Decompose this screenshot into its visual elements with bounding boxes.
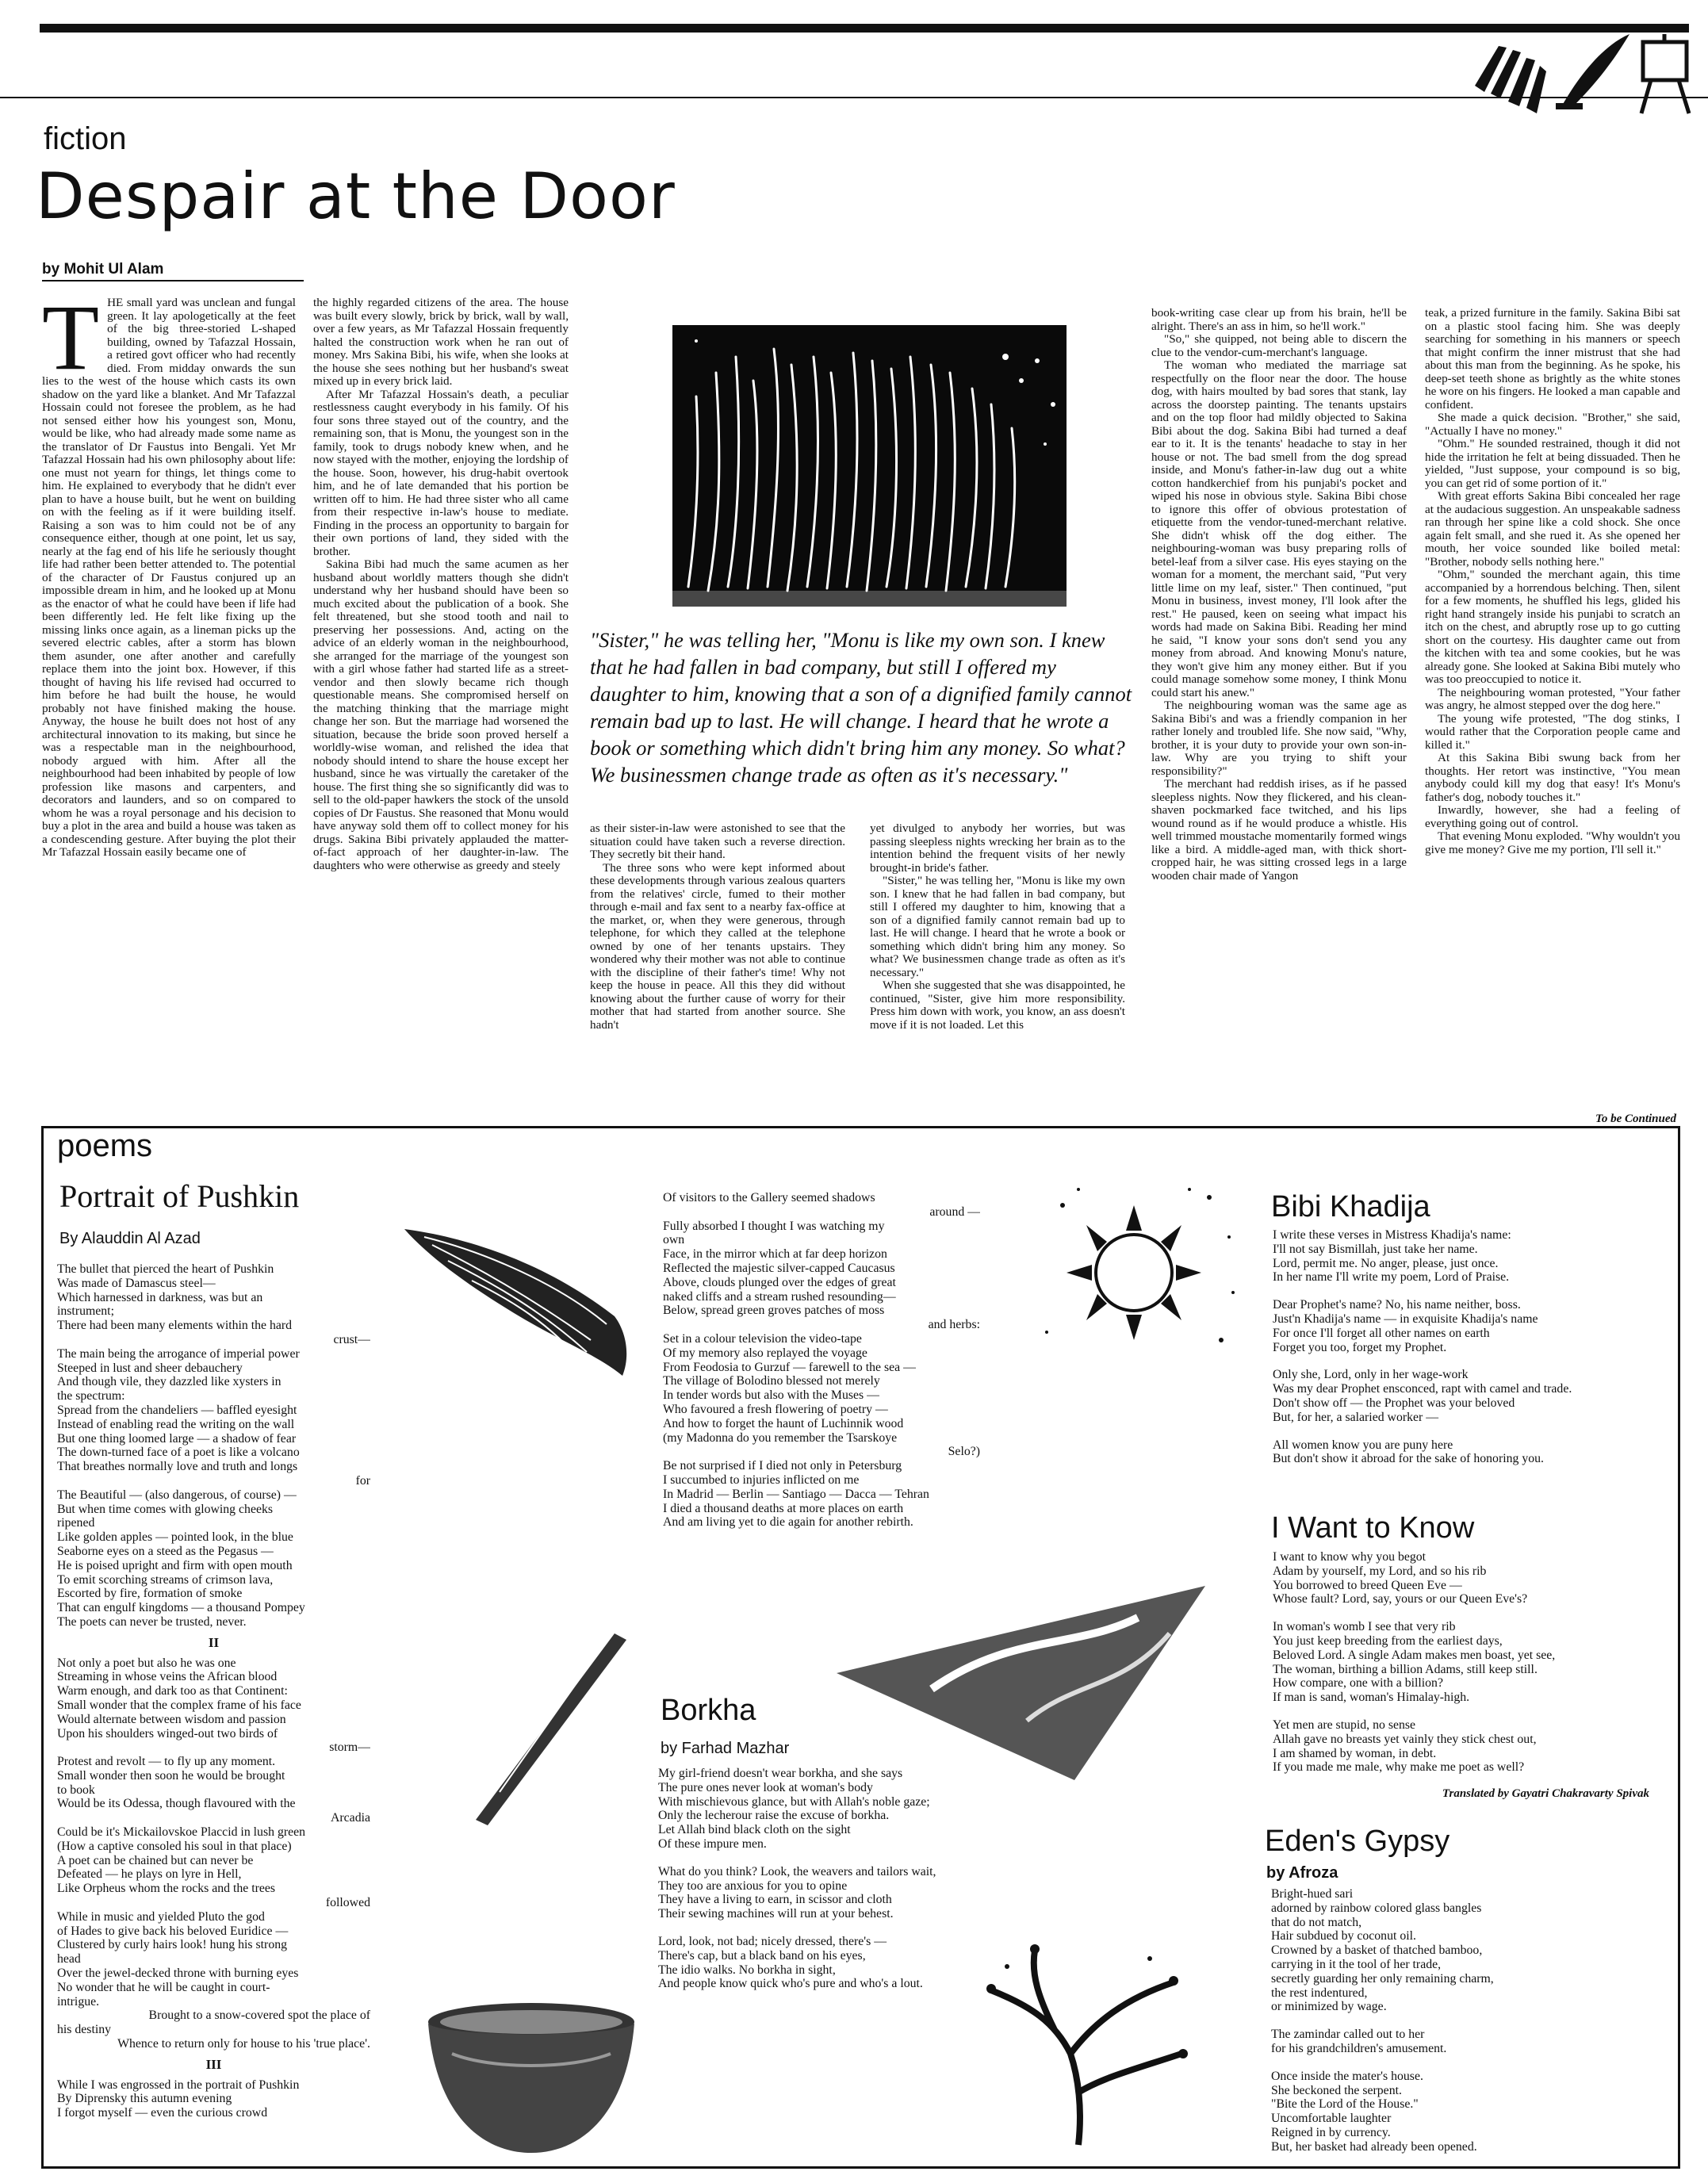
poem-line: The woman, birthing a billion Adams, still keep still. xyxy=(1273,1662,1538,1676)
story-paragraph: After Mr Tafazzal Hossain's death, a peculiar restlessness caught everybody in his family. Of his four sons three stayed out of the country, and the remaining son, that is Monu, the youngest son in the family, took to drugs nobody knew when, and he now stayed with the mother, enjoying the lordship of the house. Soon, however, his drug-habit overtook him, and he of late demanded that his portion be written off to him. He had three sister who all came from their respective in-law's house to mediate. Finding in the process an opportunity to bargain for their own portions of land, they sided with the brother. xyxy=(313,387,569,558)
poem-line: No wonder that he will be caught in court- xyxy=(57,1980,270,1994)
story-paragraph: With great efforts Sakina Bibi concealed her rage at the audacious suggestion. An unspeakable sadness ran through her spine like a cold shock. She once again felt small, and she rued it. As she opened her mouth, her voice sounded like boiled metal: "Brother, nobody sells nothing here." xyxy=(1425,489,1680,569)
poem-line: While in music and yielded Pluto the god xyxy=(57,1909,265,1924)
poem-line: But, her basket had already been opened. xyxy=(1271,2139,1477,2154)
poem-line: Upon his shoulders winged-out two birds of xyxy=(57,1726,278,1741)
poem-line: My girl-friend doesn't wear borkha, and she says xyxy=(658,1767,903,1780)
poem-title-want-to-know: I Want to Know xyxy=(1271,1511,1475,1545)
poem-line: (How a captive consoled his soul in that place) xyxy=(57,1839,292,1853)
story-paragraph: The neighbouring woman protested, "Your father was angry, he almost stepped over the dog here." xyxy=(1425,685,1680,712)
poem-line: Whence to return only for house to his 'true place'. xyxy=(117,2037,370,2051)
wing-illustration xyxy=(400,1221,638,1380)
poem-line: the rest indentured, xyxy=(1271,1986,1368,2000)
poem-line: and herbs: xyxy=(928,1318,980,1332)
story-byline: by Mohit Ul Alam xyxy=(42,261,164,278)
story-paragraph: When she suggested that she was disappointed, he continued, "Sister, give him more responsibility. Press him down with work, you know, an ass doesn't move if it is not loaded. Let this xyxy=(870,978,1125,1032)
poem-line: In woman's womb I see that very rib xyxy=(1273,1620,1456,1634)
poem-line: But when time comes with glowing cheeks xyxy=(57,1502,274,1516)
poem-line: Of my memory also replayed the voyage xyxy=(663,1346,867,1360)
poem-line: (my Madonna do you remember the Tsarskoye xyxy=(663,1430,898,1445)
poem-line: Streaming in whose veins the African blood xyxy=(57,1670,278,1684)
poem-line: Reigned in by currency. xyxy=(1271,2125,1391,2139)
poem-line: Whose fault? Lord, say, yours or our Queen Eve's? xyxy=(1273,1592,1528,1606)
stanza-break xyxy=(1271,2014,1668,2028)
poem-line: I died a thousand deaths at more places on earth xyxy=(663,1501,904,1515)
story-paragraph: as their sister-in-law were astonished to see that the situation could have taken such a reverse direction. They secretly bit their hand. xyxy=(590,822,845,861)
poem-line: I forgot myself — even the curious crowd xyxy=(57,2106,268,2120)
poems-label: poems xyxy=(57,1128,153,1163)
poem-line: secretly guarding her only remaining charm, xyxy=(1271,1971,1494,1986)
section-label: fiction xyxy=(44,121,127,156)
story-title: Despair at the Door xyxy=(36,159,676,233)
poem-title-khadija: Bibi Khadija xyxy=(1271,1190,1430,1224)
story-paragraph: teak, a prized furniture in the family. Sakina Bibi sat on a plastic stool facing him. She was deeply searching for something in his manners or speech that might confirm the inner mistrust that she had about this man from the beginning. As he spoke, his deep-set teeth shone as brightly as the white stones he wore on his fingers. He looked a man capable and confident. xyxy=(1425,307,1680,412)
easel-icon xyxy=(1641,34,1689,113)
story-paragraph: The young wife protested, "The dog stinks, I would rather that the Corporation people came and killed it." xyxy=(1425,711,1680,752)
story-paragraph: "So," she quipped, not being able to discern the clue to the vendor-cum-merchant's language. xyxy=(1151,332,1407,359)
poem-line: Once inside the mater's house. xyxy=(1271,2069,1423,2083)
feather-illustration xyxy=(460,1626,634,1832)
poem-line: They too are anxious for you to opine xyxy=(658,1878,848,1893)
poem-line: In her name I'll write my poem, Lord of Praise. xyxy=(1273,1270,1510,1285)
poem-line: Be not surprised if I died not only in Petersburg xyxy=(663,1459,902,1473)
poem-line: The pure ones never look at woman's body xyxy=(658,1780,873,1794)
poem-line: Escorted by fire, formation of smoke xyxy=(57,1587,243,1601)
poem-author-pushkin: By Alauddin Al Azad xyxy=(59,1230,201,1247)
poem-body-khadija xyxy=(1273,1228,1669,1482)
poem-line: And people know quick who's pure and who's a lout. xyxy=(658,1977,923,1991)
poem-line: If man is sand, woman's Himalay-high. xyxy=(1273,1691,1470,1705)
poem-line: of Hades to give back his beloved Euridice — xyxy=(57,1924,289,1938)
bowl-illustration xyxy=(420,1998,642,2161)
poem-line: Who favoured a fresh flowering of poetry — xyxy=(663,1402,888,1416)
poem-line: Hair subdued by coconut oil. xyxy=(1271,1929,1416,1943)
poem-line: Below, spread green groves patches of moss xyxy=(663,1304,885,1318)
poem-line: adorned by rainbow colored glass bangles xyxy=(1271,1901,1482,1915)
story-column-5 xyxy=(1151,307,1407,1132)
poem-line: Lord, look, not bad; nicely dressed, there's — xyxy=(658,1934,887,1948)
poem-line: Let Allah bind black cloth on the sight xyxy=(658,1823,851,1837)
poem-line: Defeated — he plays on lyre in Hell, xyxy=(57,1867,242,1882)
poem-line: From Feodosia to Gurzuf — farewell to the sea — xyxy=(663,1360,916,1374)
poem-line: All women know you are puny here xyxy=(1273,1438,1453,1452)
triangle-illustration xyxy=(837,1586,1209,1784)
poem-body-pushkin xyxy=(57,1262,370,2166)
poem-line: Don't show off — the Prophet was your beloved xyxy=(1273,1396,1515,1410)
story-paragraph: The woman who mediated the marriage sat respectfully on the floor near the door. The house dog, with hairs moulted by bad sores that stank, lay across the doorstep painting. The tenants upstairs and on the top floor had mildly objected to Sakina Bibi about the dog. Sakina Bibi had turned a deaf ear to it. It is the tenants' headache to stay in her house or not. The bad smell from the dog spread inside, and Monu's father-in-law dug out a white cotton handkerchief from his punjabi's pocket and wiped his nose in obvious style. Sakina Bibi chose to ignore this offer of obvious protestation of etiquette from the vendor-tuned-merchant relative. She didn't whisk off the dog either. The neighbouring-woman was busy preparing rolls of betel-leaf from a silver case. His eyes staying on the woman for a moment, the merchant said, "Put very little lime on my leaf, sister." Then continued, "put Monu in business, invest money, I'll look after the rest." He paused, keen on seeing what impact his words had made on Sakina Bibi. Reading her mind he said, "I know your sons don't send you any money from abroad. And knowing Monu's nature, they won't give him any money either. But if you could manage somehow some money, I think Monu could start his anew." xyxy=(1151,358,1407,699)
poem-line: own xyxy=(663,1233,685,1247)
poem-line: Above, clouds plunged over the edges of great xyxy=(663,1275,896,1289)
story-paragraph: That evening Monu exploded. "Why wouldn't you give me money? Give me my portion, I'll sell it." xyxy=(1425,829,1680,856)
story-illustration xyxy=(672,325,1067,607)
poem-line: Allah gave no breasts yet vainly they stick chest out, xyxy=(1273,1732,1537,1746)
story-paragraph: "Ohm." He sounded restrained, though it did not hide the irritation he felt at being dissuaded. Then he yielded, "Just suppose, your compound is so big, you can get rid of some portion of it." xyxy=(1425,437,1680,490)
poem-line: Of these impure men. xyxy=(658,1836,767,1851)
poem-line: Not only a poet but also he was one xyxy=(57,1656,236,1670)
poem-line: Uncomfortable laughter xyxy=(1271,2112,1392,2126)
story-paragraph: The merchant had reddish irises, as if he passed sleepless nights. Now they flickered, and his clean-shaven pockmarked face twitched, and his lips wound round as if he would produce a whistle. His well trimmed moustache momentarily formed wings like a bird. A middle-aged man, with thick short-cropped hair, he was sitting crossed legs in a large wooden chair made of Yangon xyxy=(1151,777,1407,883)
poem-line: While I was engrossed in the portrait of Pushkin xyxy=(57,2078,300,2092)
poem-line: Face, in the mirror which at far deep horizon xyxy=(663,1247,887,1262)
poem-line: Like Orpheus whom the rocks and the trees xyxy=(57,1882,276,1896)
drop-cap: T xyxy=(42,297,100,389)
poem-line: Small wonder then soon he would be brought xyxy=(57,1768,285,1783)
poem-line: ripened xyxy=(57,1516,95,1530)
poem-line: For once I'll forget all other names on earth xyxy=(1273,1326,1490,1340)
poem-line: Small wonder that the complex frame of his face xyxy=(57,1698,301,1712)
poem-line: Seaborne eyes on a steed as the Pegasus — xyxy=(57,1544,274,1558)
quill-icon xyxy=(1556,34,1629,109)
stanza-break xyxy=(658,1852,1031,1865)
poem-line: followed xyxy=(325,1896,370,1910)
poem-body-want-to-know xyxy=(1273,1550,1669,1804)
poem-line: I am shamed by woman, in debt. xyxy=(1273,1746,1437,1760)
poem-line: You just keep breeding from the earliest days, xyxy=(1273,1633,1503,1648)
poem-line: She beckoned the serpent. xyxy=(1271,2083,1402,2097)
poem-line: The Beautiful — (also dangerous, of course) — xyxy=(57,1488,297,1502)
poem-line: And though vile, they dazzled like xysters in xyxy=(57,1375,281,1389)
to-be-continued: To be Continued xyxy=(1595,1112,1676,1125)
story-paragraph: yet divulged to anybody her worries, but was passing sleepless nights wrecking her brain as to the intention behind the frequent visits of her newly brought-in bride's father. xyxy=(870,822,1125,875)
poem-line: And how to forget the haunt of Luchinnik wood xyxy=(663,1416,904,1430)
poem-line: Warm enough, and dark too as that Continent: xyxy=(57,1684,288,1698)
poem-author-borkha: by Farhad Mazhar xyxy=(661,1740,790,1757)
poem-body-eden xyxy=(1271,1887,1668,2165)
poem-line: Bright-hued sari xyxy=(1271,1887,1354,1901)
poem-line: They have a living to earn, in scissor and cloth xyxy=(658,1893,892,1907)
story-paragraph: "Sister," he was telling her, "Monu is like my own son. I knew that he had fallen in bad company, but still I offered my daughter to him, knowing that a son of a dignified family cannot remain bad up to last. He will change. I heard that he wrote a book or something which didn't bring him any money. So what? We businessmen change trade as often as it's necessary." xyxy=(870,874,1125,979)
pull-quote: "Sister," he was telling her, "Monu is like my own son. I knew that he had fallen in bad company, but still I offered my daughter to him, knowing that a son of a dignified family cannot remain bad up to last. He will change. I heard that he wrote a book or something which didn't bring him any money. So what? We businessmen change trade as often as it's necessary." xyxy=(590,628,1132,787)
poem-line: Spread from the chandeliers — baffled eyesight xyxy=(57,1403,297,1417)
poem-line: Only the lecherour raise the excuse of borkha. xyxy=(658,1809,890,1823)
poem-line: To emit scorching streams of crimson lava, xyxy=(57,1572,274,1587)
story-paragraph: Sakina Bibi had much the same acumen as her husband about worldly matters though she didn't understand why her husband should have been so much excited about the publication of a book. She felt threatened, but she stood tooth and nail to preserving her possessions. And, acting on the advice of an elderly woman in the neighbourhood, she arranged for the marriage of the youngest son with a girl whose father had started life as a street-vendor and then slowly became rich though questionable means. She compromised herself on the matching thinking that the marriage might change her son. But the marriage had worsened the situation, because the bride soon proved herself a worldly-wise woman, and relished the idea that nobody should intend to share the house except her husband, since he was virtually the caretaker of the house. The first thing she so significantly did was to sell to the old-paper hawkers the stock of the unsold copies of Dr Faustus. She reasoned that Monu would have anyway sold them off to collect money for his drugs. Sakina Bibi privately applauded the matter-of-fact approach of her daughter-in-law. The daughters who were otherwise as greedy and steely xyxy=(313,557,569,872)
story-column-6 xyxy=(1425,307,1680,1108)
poem-line: In Madrid — Berlin — Santiago — Dacca — Tehran xyxy=(663,1487,929,1501)
poem-line: his destiny xyxy=(57,2023,112,2037)
section-numeral: III xyxy=(205,2056,222,2072)
poem-line: There had been many elements within the hard xyxy=(57,1319,293,1333)
poem-line: "Bite the Lord of the House." xyxy=(1271,2097,1419,2112)
story-paragraph: At this Sakina Bibi swung back from her thoughts. Her retort was instinctive, "You mean anybody could kill my dog that easy! It's Monu's father's dog, nobody touches it." xyxy=(1425,751,1680,804)
poem-line: instrument; xyxy=(57,1304,114,1319)
story-paragraph: book-writing case clear up from his brain, he'll be alright. There's an ass in him, so he'll work." xyxy=(1151,307,1407,333)
poem-line: Was made of Damascus steel— xyxy=(57,1276,216,1290)
poem-line: Instead of enabling read the writing on the wall xyxy=(57,1417,295,1431)
poem-line: Only she, Lord, only in her wage-work xyxy=(1273,1368,1469,1382)
stanza-break xyxy=(658,1921,1031,1935)
poem-line: In tender words but also with the Muses — xyxy=(663,1388,879,1403)
poem-author-eden: by Afroza xyxy=(1266,1864,1338,1882)
poem-line: But don't show it abroad for the sake of honoring you. xyxy=(1273,1452,1544,1466)
poem-line: Steeped in lust and sheer debauchery xyxy=(57,1361,243,1375)
poem-line: Could be it's Mickailovskoe Placcid in lush green xyxy=(57,1825,306,1840)
poem-line: Clustered by curly hairs look! hung his strong xyxy=(57,1938,288,1952)
story-paragraph: "Ohm," sounded the merchant again, this time accompanied by a horrendous belching. Then, silent for a few moments, he shuffled his legs, glided his right hand strangely inside his punjabi to scratch an itch on the chest, and abruptly rose up to go cutting short on the courtesy. His daughter came out from the kitchen with tea and some cookies, but he was already gone. She looked at Sakina Bibi mutely who was too preoccupied to notice it. xyxy=(1425,568,1680,686)
masthead-icons xyxy=(1467,30,1697,117)
poem-line: Would be its Odessa, though flavoured with the xyxy=(57,1797,296,1811)
section-numeral: II xyxy=(208,1634,220,1650)
stanza-break xyxy=(1273,1285,1669,1298)
poem-line: Crowned by a basket of thatched bamboo, xyxy=(1271,1943,1483,1958)
story-paragraph: The neighbouring woman was the same age as Sakina Bibi's and was a friendly companion in her rather lonely and troubled life. She now said, "Why, brother, it is your duty to provide your own son-in-law. Why are you trying to shift your responsibility?" xyxy=(1151,699,1407,778)
poem-line: The main being the arrogance of imperial power xyxy=(57,1346,300,1361)
poem-line: Which harnessed in darkness, was but an xyxy=(57,1290,263,1304)
stanza-break xyxy=(1273,1606,1669,1620)
stanza-break xyxy=(1273,1705,1669,1718)
poem-line: That can engulf kingdoms — a thousand Pompey xyxy=(57,1601,305,1615)
poem-line: crust— xyxy=(333,1332,370,1346)
poem-title-eden: Eden's Gypsy xyxy=(1265,1825,1450,1858)
poem-line: That breathes normally love and truth and longs xyxy=(57,1460,298,1474)
top-rule-thin xyxy=(0,97,1708,98)
poem-line: Over the jewel-decked throne with burning eyes xyxy=(57,1966,299,1981)
poem-line: Forget you too, forget my Prophet. xyxy=(1273,1340,1447,1354)
story-column-4 xyxy=(870,822,1125,1132)
story-column-2 xyxy=(313,297,569,1129)
stanza-break xyxy=(1273,1425,1669,1438)
poem-line: And am living yet to die again for another rebirth. xyxy=(663,1515,913,1530)
poem-line: I write these verses in Mistress Khadija's name: xyxy=(1273,1228,1511,1242)
poem-line: Protest and revolt — to fly up any moment. xyxy=(57,1755,276,1769)
book-icon xyxy=(1475,46,1546,113)
poem-line: The idio walks. No borkha in sight, xyxy=(658,1963,836,1977)
poem-line: Brought to a snow-covered spot the place of xyxy=(148,2009,370,2023)
poem-line: The down-turned face of a poet is like a volcano xyxy=(57,1446,300,1460)
poem-line: But one thing loomed large — a shadow of fear xyxy=(57,1431,297,1446)
poem-line: Their sewing machines will run at your behest. xyxy=(658,1907,894,1921)
poem-line: Set in a colour television the video-tape xyxy=(663,1331,862,1346)
poem-line: The zamindar called out to her xyxy=(1271,2028,1425,2042)
stanza-break xyxy=(1273,1354,1669,1368)
byline-rule xyxy=(42,280,304,281)
poem-line: the spectrum: xyxy=(57,1389,125,1404)
poem-line: By Diprensky this autumn evening xyxy=(57,2092,232,2106)
poem-line: Reflected the majestic silver-capped Caucasus xyxy=(663,1261,895,1275)
poem-line: How compare, one with a billion? xyxy=(1273,1676,1443,1691)
poem-line: With mischievous glance, but with Allah's noble gaze; xyxy=(658,1794,930,1809)
poem-line: I'll not say Bismillah, just take her name. xyxy=(1273,1242,1478,1256)
poem-title-borkha: Borkha xyxy=(661,1694,756,1727)
sun-illustration xyxy=(1031,1174,1245,1372)
poem-line: If you made me male, why make me poet as well? xyxy=(1273,1760,1525,1775)
poem-line: I want to know why you begot xyxy=(1273,1550,1427,1564)
story-paragraph: Inwardly, however, she had a feeling of everything going out of control. xyxy=(1425,803,1680,830)
poem-line: to book xyxy=(57,1783,95,1797)
poem-line: You borrowed to breed Queen Eve — xyxy=(1273,1578,1462,1592)
poem-line: around — xyxy=(929,1204,980,1219)
poem-line: Would alternate between wisdom and passion xyxy=(57,1712,286,1726)
poem-line: The poets can never be trusted, never. xyxy=(57,1614,247,1629)
top-rule-thick xyxy=(40,24,1689,33)
story-paragraph: HE small yard was unclean and fungal green. It lay apologetically at the feet of the big three-storied L-shaped building, owned by Tafazzal Hossain, a retired govt officer who had recently died. From midday onwards the sun lies to the west of the house which casts its own shadow on the yard like a blanket. And Mr Tafazzal Hossain could not foresee the problem, as he had not sensed either how his youngest son, Monu, would be like, who had already made some name as the translator of Dr Faustus into Bengali. Yet Mr Tafazzal Hossain had his own philosophy about life: one must not yearn for things, let things come to him. He explained to everybody that he didn't ever plan to have a house built, but he went on building on with the feeling as if it were building itself. Raising a son was to him could not be of any consequence either, though at one point, let us say, nearly at the fag end of his life he seriously thought life had rather been better attended to. The potential of the character of Dr Faustus conjured up an impossible dream in him, and he looked up at Monu as the enactor of what he could have been if life had been differently led. He felt like fixing up the missing links once again, as a lineman picks up the severed electric cables, after a storm has blown them asunder, one after another and carefully replace them into the joint box. However, if this thought of having his life revised had occurred to him before he had built the house, he would probably not have finished making the house. Anyway, the house he built does not host of any architectural innovation to its making, but since he was a respectable man in the neighbourhood, nobody argued with him. After all the neighbourhood had been inhabited by people of low profession like masons and carpenters, and decorators and launders, and so on compared to whom he was a royal personage and his decision to buy a plot in the area and build a house was taken as a condescending gesture. After buying the plot their Mr Tafazzal Hossain easily became one of xyxy=(42,297,296,859)
story-paragraph: the highly regarded citizens of the area. The house was built every slowly, brick by brick, wall by wall, over a few years, as Mr Tafazzal Hossain frequently halted the construction work when he ran out of money. Mrs Sakina Bibi, his wife, when she looks at the house she sees nothing but her husband's sweat mixed up in every brick laid. xyxy=(313,297,569,388)
poem-line: Lord, permit me. No anger, please, just once. xyxy=(1273,1256,1499,1270)
poem-line: for his grandchildren's amusement. xyxy=(1271,2041,1447,2055)
story-column-3 xyxy=(590,822,845,1132)
poem-line: There's cap, but a black band on his eyes, xyxy=(658,1948,866,1963)
poem-line: naked cliffs and a stream rushed resounding— xyxy=(663,1289,896,1304)
poem-line: But, for her, a salaried worker — xyxy=(1273,1410,1439,1424)
poem-line: that do not match, xyxy=(1271,1915,1362,1929)
poem-line: Arcadia xyxy=(331,1811,370,1825)
poem-line: head xyxy=(57,1952,81,1966)
poem-line: intrigue. xyxy=(57,1994,100,2009)
poem-line: He is poised upright and firm with open mouth xyxy=(57,1558,293,1572)
poem-line: Yet men are stupid, no sense xyxy=(1273,1718,1416,1732)
poem-line: Just'n Khadija's name — in exquisite Khadija's name xyxy=(1273,1312,1538,1326)
poem-line: The bullet that pierced the heart of Pushkin xyxy=(57,1262,274,1276)
poem-line: Selo?) xyxy=(948,1445,980,1459)
poem-body-borkha xyxy=(658,1767,1031,2005)
poem-line: Dear Prophet's name? No, his name neither, boss. xyxy=(1273,1298,1521,1312)
poem-line: for xyxy=(355,1473,370,1488)
poem-line: The village of Bolodino blessed not merely xyxy=(663,1374,880,1388)
poem-line: or minimized by wage. xyxy=(1271,2000,1387,2014)
poem-title-pushkin: Portrait of Pushkin xyxy=(59,1178,300,1214)
poem-line: carrying in it the tool of her trade, xyxy=(1271,1957,1442,1971)
poem-line: What do you think? Look, the weavers and tailors wait, xyxy=(658,1864,936,1878)
story-paragraph: The three sons who were kept informed about these developments through various zealous quarters from the relatives' circle, fumed to their mother through e-mail and fax sent to a nearby fax-office at the market, or, when they were generous, through telephone, for which they called at the telephone owned by one of her tenants upstairs. They wondered why their mother was not able to continue with the discipline of their father's time! Why not keep the house in peace. All this they did without knowing about the further cause of worry for their mother that had started from another source. She hadn't xyxy=(590,860,845,1032)
story-paragraph: She made a quick decision. "Brother," she said, "Actually I have no money." xyxy=(1425,411,1680,438)
poem-line: I succumbed to injuries inflicted on me xyxy=(663,1472,860,1487)
poem-line: Was my dear Prophet ensconced, rapt with camel and trade. xyxy=(1273,1382,1572,1396)
stanza-break xyxy=(1271,2056,1668,2070)
poem-line: Fully absorbed I thought I was watching my xyxy=(663,1219,885,1233)
poem-line: Adam by yourself, my Lord, and so his rib xyxy=(1273,1564,1487,1578)
poem-line: A poet can be chained but can never be xyxy=(57,1853,254,1867)
poem-line: Beloved Lord. A single Adam makes men boast, yet see, xyxy=(1273,1648,1556,1662)
story-column-1 xyxy=(42,297,296,1129)
poem-body-pushkin-continued xyxy=(663,1191,980,1556)
poem-line: Of visitors to the Gallery seemed shadows xyxy=(663,1191,875,1204)
translator-credit: Translated by Gayatri Chakravarty Spivak xyxy=(1442,1787,1649,1800)
poem-line: storm— xyxy=(329,1741,370,1755)
poem-line: Like golden apples — pointed look, in the blue xyxy=(57,1530,293,1545)
